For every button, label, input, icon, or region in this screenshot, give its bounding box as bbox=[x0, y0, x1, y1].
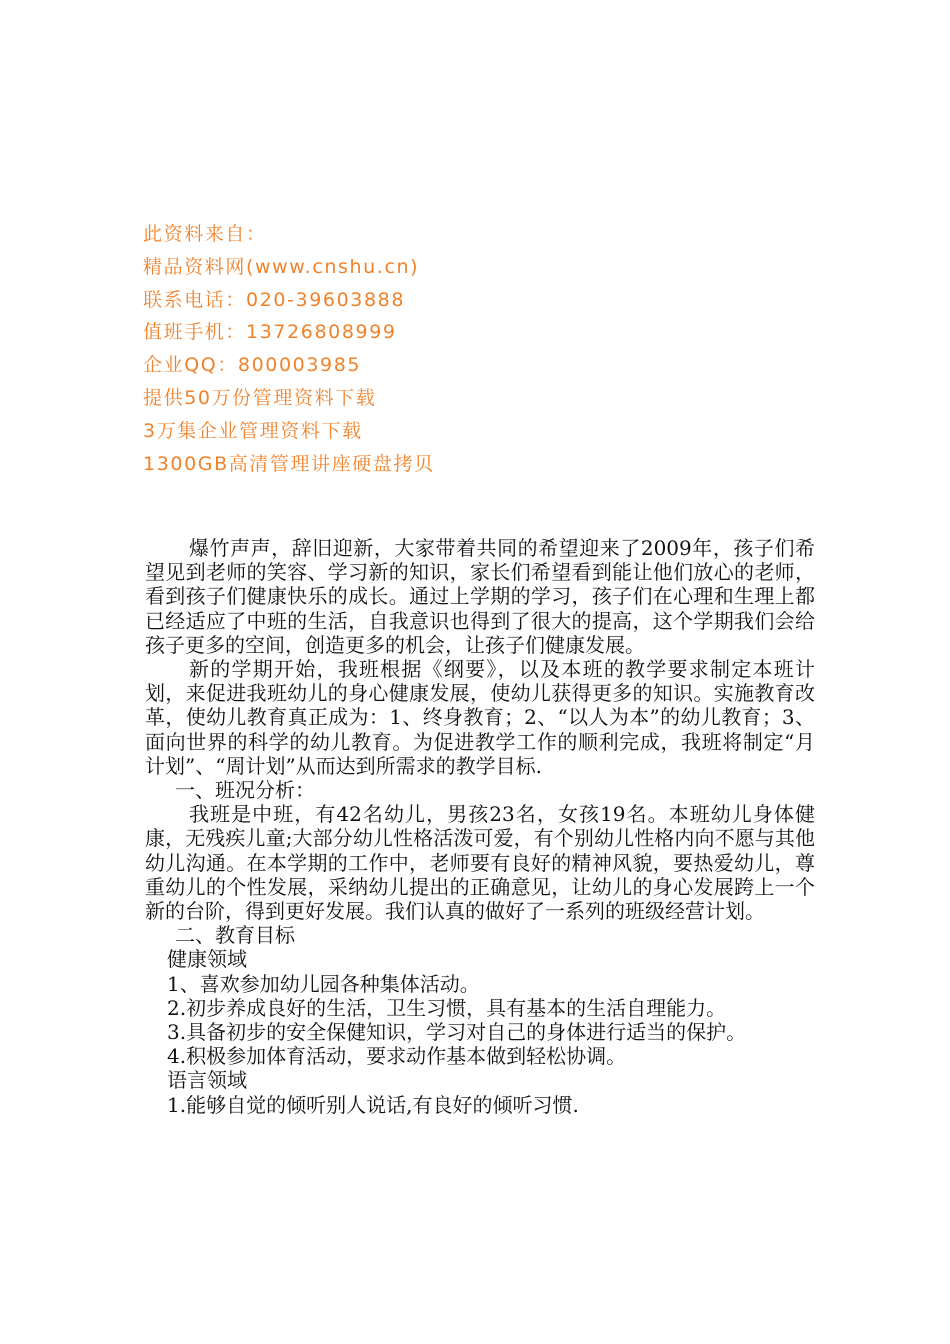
source-info-line: 此资料来自： bbox=[143, 223, 267, 245]
section-heading: 一、班况分析： bbox=[175, 778, 315, 803]
source-mobile-line: 值班手机：13726808999 bbox=[143, 321, 397, 344]
intro-paragraph: 爆竹声声，辞旧迎新，大家带着共同的希望迎来了2009年，孩子们希望见到老师的笑容、学习新的知识，家长们希望看到能让他们放心的老师，看到孩子们健康快乐的成长。通过上学期的学习，孩子们在心理和生理上都已经适应了中班的生活，自我意识也得到了很大的提高，这个学期我们会给孩子更多的空间，创造更多的机会，让孩子们健康发展。 bbox=[145, 536, 815, 657]
document-body bbox=[145, 536, 815, 1117]
source-website-line: 精品资料网(www.cnshu.cn) bbox=[143, 255, 420, 278]
list-item: 4.积极参加体育活动，要求动作基本做到轻松协调。 bbox=[167, 1044, 627, 1069]
subsection-heading: 健康领域 bbox=[167, 947, 247, 972]
list-item: 1.能够自觉的倾听别人说话,有良好的倾听习惯. bbox=[167, 1092, 579, 1117]
class-analysis-paragraph: 我班是中班，有42名幼儿，男孩23名，女孩19名。本班幼儿身体健康，无残疾儿童;大部分幼儿性格活泼可爱，有个别幼儿性格内向不愿与其他幼儿沟通。在本学期的工作中，老师要有良好的精神风貌，要热爱幼儿，尊重幼儿的个性发展，采纳幼儿提出的正确意见，让幼儿的身心发展跨上一个新的台阶，得到更好发展。我们认真的做好了一系列的班级经营计划。 bbox=[145, 802, 815, 924]
section-heading: 二、教育目标 bbox=[175, 923, 295, 948]
source-offer-line: 3万集企业管理资料下载 bbox=[143, 419, 363, 442]
source-phone-line: 联系电话：020-39603888 bbox=[143, 288, 406, 311]
source-offer-line: 提供50万份管理资料下载 bbox=[143, 386, 377, 409]
list-item: 3.具备初步的安全保健知识，学习对自己的身体进行适当的保护。 bbox=[167, 1020, 747, 1045]
source-offer-line: 1300GB高清管理讲座硬盘拷贝 bbox=[143, 452, 435, 475]
list-item: 1、喜欢参加幼儿园各种集体活动。 bbox=[167, 971, 480, 996]
list-item: 2.初步养成良好的生活，卫生习惯，具有基本的生活自理能力。 bbox=[167, 995, 727, 1020]
subsection-heading: 语言领域 bbox=[167, 1068, 247, 1093]
source-qq-line: 企业QQ：800003985 bbox=[143, 354, 362, 377]
intro-paragraph: 新的学期开始，我班根据《纲要》，以及本班的教学要求制定本班计划，来促进我班幼儿的身心健康发展，使幼儿获得更多的知识。实施教育改革，使幼儿教育真正成为：1、终身教育；2、“以人为本”的幼儿教育；3、面向世界的科学的幼儿教育。为促进教学工作的顺利完成，我班将制定“月计划”、“周计划”从而达到所需求的教学目标. bbox=[145, 657, 815, 778]
source-info-block bbox=[143, 220, 843, 482]
